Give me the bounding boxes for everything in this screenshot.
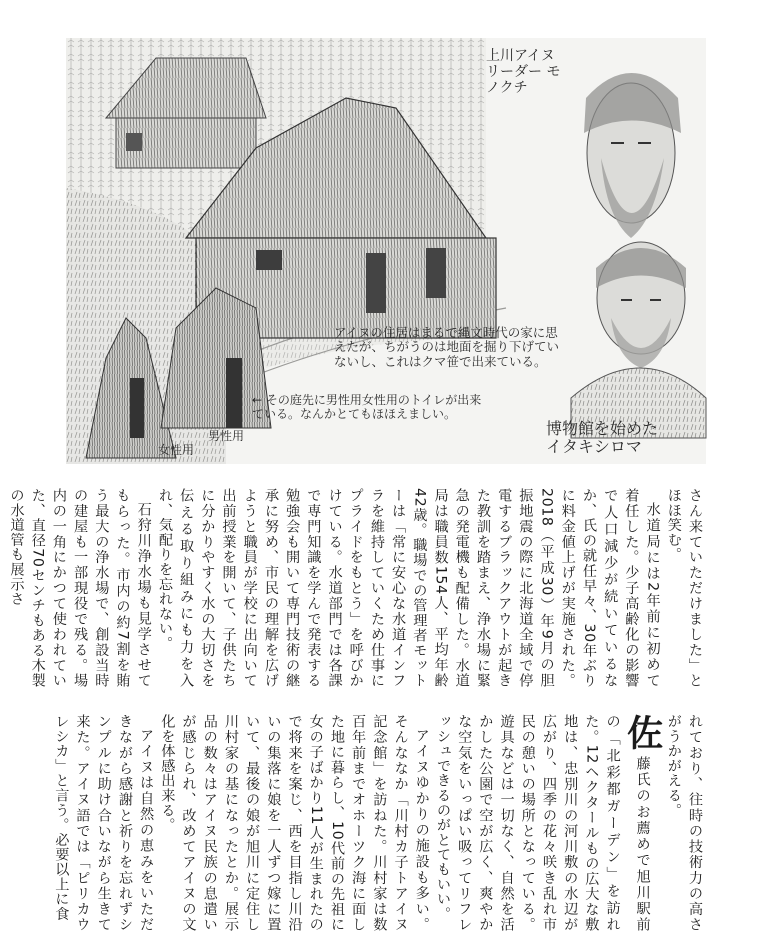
paragraph: アイヌゆかりの施設も多い。そんななか「川村カ子トアイヌ記念館」を訪ねた。川村家は数百年前までオホーツク海に面した地に暮らし、10代前の先祖に女の子ばかり11人が生まれたので将来を案じ、西を目指し川沿いの集落に娘を一人ずつ嫁に置いて、最後の娘が旭川に定住し川村家の基になったとか。展示品の数々はアイヌ民族の息遣いが感じられ、改めてアイヌの文化を体感出来る。 [159,714,430,932]
male-toilet-label: 男性用 [208,429,245,443]
illustration [66,38,706,464]
article-column-upper [8,488,705,688]
dropcap: 佐 [621,714,664,752]
paragraph: アイヌは自然の恵みをいただきながら感謝と祈りを忘れずシンプルに助け合いながら生きて来た。アイヌ語では「ピリカウレシカ」と言う。必要以上に食 [53,714,155,932]
female-toilet-label: 女性用 [158,443,195,457]
article-column-lower [53,714,705,932]
dropcap-paragraph [432,714,663,932]
hut-note: アイヌの住居はまるで縄文時代の家に思えたが、ちがうのは地面を掘り下げていないし、これはクマ笹で出来ている。 [334,325,560,369]
paragraph: さん来ていただけました」とほほ笑む。 [665,488,703,688]
chief-caption: 上川アイヌ リーダー モノクチ [486,48,561,97]
dropcap-paragraph-text: 藤氏のお薦めで旭川駅前の「北彩都ガーデン」を訪れた。12ヘクタールもの広大な敷地は、忠別川の河川敷の水辺が広がり、四季の花々咲き乱れ市民の憩いの場所となっている。遊具などは一切なく、自然を活かした公園で空が広く、爽やかな空気をいっぱい吸ってリフレッシュできるのがとてもいい。 [434,714,651,932]
museum-caption: 博物館を始めた イタキシロマ [546,419,659,457]
toilet-note: ← その庭先に男性用女性用のトイレが出来ている。なんかとてもほほえましい。 [252,393,482,421]
paragraph: れており、往時の技術力の高さがうかがえる。 [665,714,703,932]
paragraph: 石狩川浄水場も見学させてもらった。市内の約7割を賄う最大の浄水場で、創設当時の建屋も一部現役で残る。場内の一角にかつて使われていた、直径70センチもある木製の水道管も展示さ [8,488,152,688]
paragraph: 水道局には2年前に初めて着任した。少子高齢化の影響で人口減少が続いているなか、氏の就任早々、30年ぶりに料金値上げが実施された。2018（平成30）年9月の胆振地震の際に北海道全域で停電するブラックアウトが起きた教訓を踏まえ、浄水場に緊急の発電機も配備した。水道局は職員数154人、平均年齢42歳。職場での管理者モットーは「常に安心な水道インフラを維持していくため仕事にプライドをもとう」を呼びかけている。水道部門では各課で専門知識を学んで発表する勉強会も開いて専門技術の継承に努め、市民の理解を広げようと職員が学校に出向いて出前授業を開いて、子供たちに分かりやすく水の大切さを伝える取り組みにも力を入れ、気配りを忘れない。 [156,488,661,688]
